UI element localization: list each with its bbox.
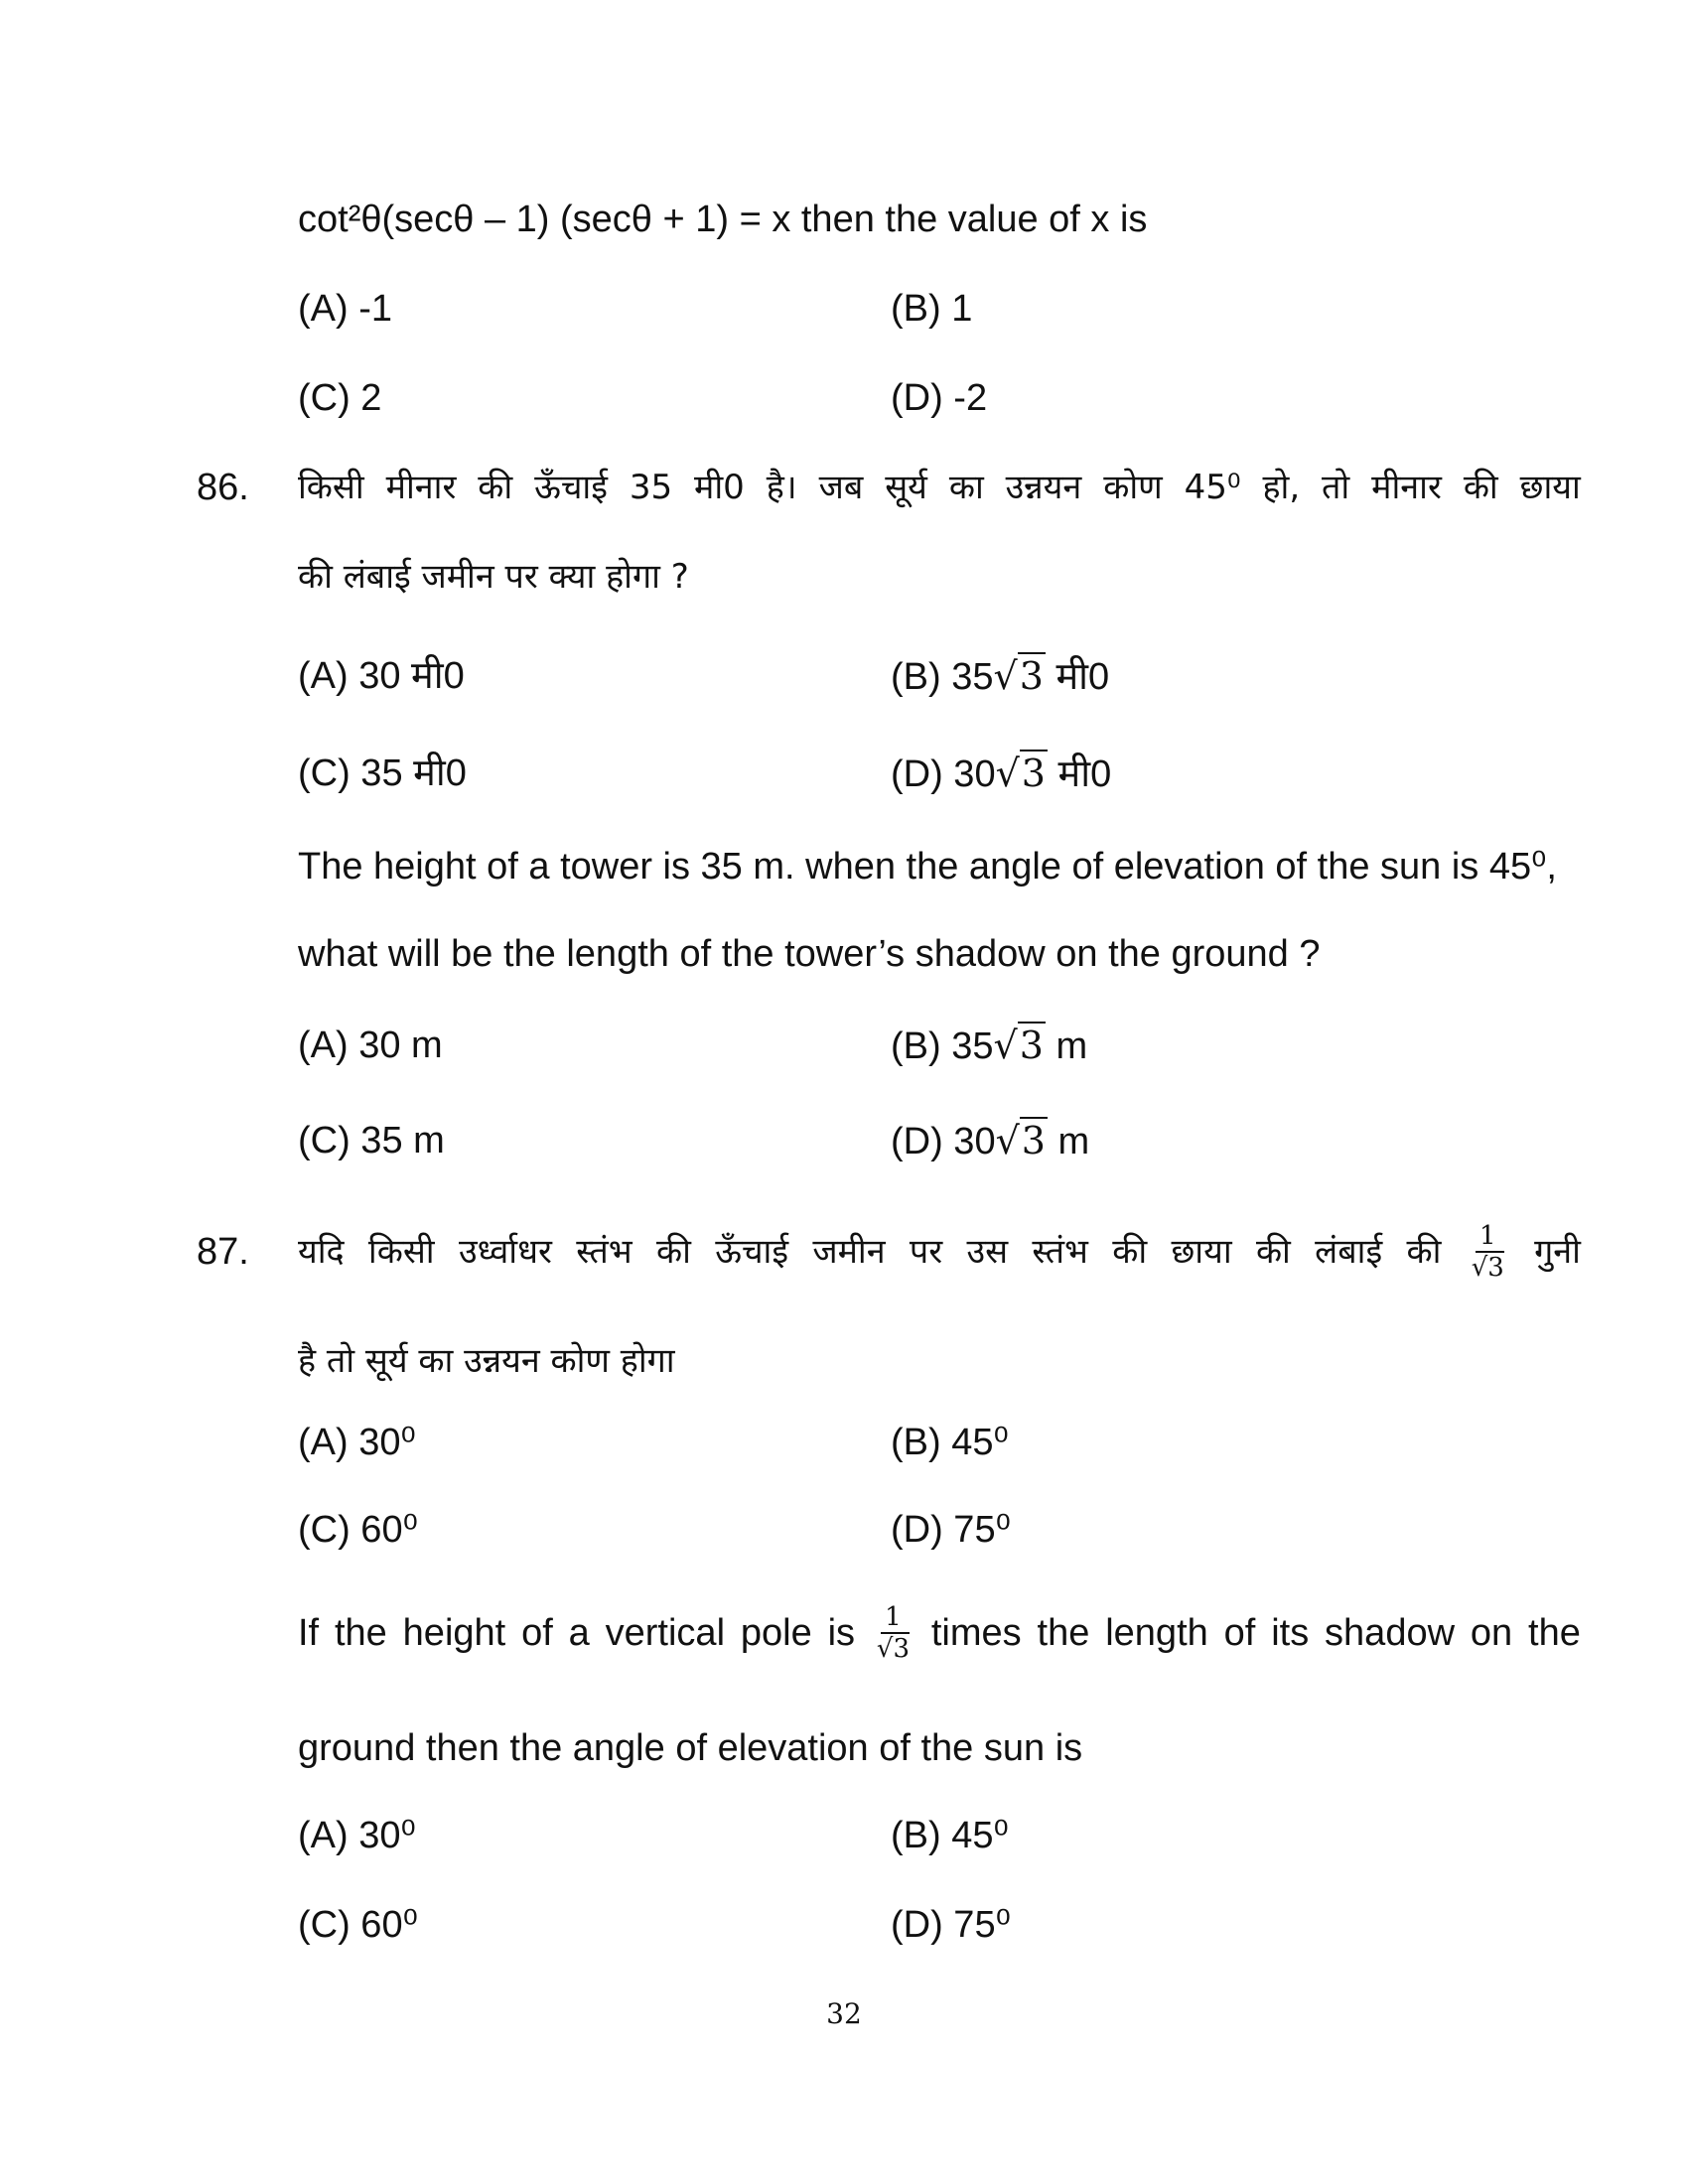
- fraction-denominator: √3: [876, 1634, 911, 1664]
- fraction-denominator: √3: [1471, 1253, 1504, 1283]
- q86-hi-word: मीनार: [385, 468, 457, 507]
- option-unit: मी0: [1047, 753, 1112, 795]
- option-text: (C) 60⁰: [298, 1509, 418, 1551]
- sqrt-argument: 3: [1021, 1119, 1046, 1162]
- q85-option-d: (D) -2: [891, 377, 988, 419]
- q87-en-word: of: [521, 1612, 553, 1654]
- q87-hi-word: की: [1406, 1232, 1442, 1272]
- sqrt-symbol: √3: [993, 1024, 1044, 1067]
- q87-hi-word: यदि: [298, 1232, 345, 1272]
- q85-stem: cot²θ(secθ – 1) (secθ + 1) = x then the value of x is: [298, 199, 1148, 240]
- q87-en-word: times: [930, 1612, 1022, 1654]
- sqrt-argument: 3: [1021, 751, 1046, 795]
- fraction-numerator: 1: [881, 1602, 906, 1634]
- q86-en-option-c: (C) 35 m: [298, 1120, 445, 1161]
- sqrt-symbol: √3: [995, 1119, 1046, 1162]
- q87-en-word: its: [1271, 1612, 1310, 1654]
- q87-en-word: height: [402, 1612, 506, 1654]
- q87-en-word: length: [1105, 1612, 1208, 1654]
- q86-hi-word: मीनार: [1371, 468, 1442, 507]
- q86-hi-word: का: [948, 468, 984, 507]
- q86-english-line1: The height of a tower is 35 m. when the angle of elevation of the sun is 45⁰,: [298, 846, 1557, 887]
- option-unit: मी0: [1045, 656, 1110, 698]
- q86-hi-word: हो,: [1262, 468, 1301, 507]
- q87-en-option-b: (B) 45⁰: [891, 1815, 1009, 1856]
- q87-hindi-line2: है तो सूर्य का उन्नयन कोण होगा: [298, 1341, 675, 1381]
- q86-hi-word: मी0: [694, 468, 745, 507]
- q86-hindi-line2: की लंबाई जमीन पर क्या होगा ?: [298, 557, 689, 597]
- q86-english-line2: what will be the length of the tower’s shadow on the ground ?: [298, 933, 1321, 975]
- q87-hi-word: छाया: [1171, 1232, 1232, 1272]
- q87-en-option-d: (D) 75⁰: [891, 1904, 1011, 1946]
- q87-en-option-c: (C) 60⁰: [298, 1904, 418, 1946]
- q87-en-word: a: [568, 1612, 590, 1654]
- sqrt-argument: 3: [1019, 1024, 1044, 1067]
- page-number: 32: [826, 1997, 862, 2030]
- q86-en-option-a: (A) 30 m: [298, 1024, 443, 1066]
- q86-hi-option-d: [891, 751, 1111, 797]
- option-unit: m: [1045, 1025, 1088, 1067]
- q85-option-c: (C) 2: [298, 377, 382, 419]
- fraction-one-over-root-three: [877, 1602, 910, 1664]
- q87-number: 87.: [197, 1231, 249, 1273]
- q86-hi-option-c: (C) 35 मी0: [298, 752, 467, 794]
- option-text: (D) 30: [891, 753, 996, 795]
- q87-hi-word: की: [656, 1232, 691, 1272]
- q86-hi-option-b: [891, 653, 1109, 700]
- option-text: (B) 45⁰: [891, 1422, 1009, 1463]
- q85-option-b: (B) 1: [891, 288, 973, 330]
- sqrt-symbol: √3: [993, 654, 1044, 698]
- q86-hindi-line1: [298, 465, 1581, 510]
- q87-en-word: the: [1037, 1612, 1090, 1654]
- q87-en-word: shadow: [1325, 1612, 1456, 1654]
- q87-en-word: of: [1223, 1612, 1256, 1654]
- q86-hi-word: उन्नयन: [1005, 468, 1082, 507]
- q87-en-word: pole: [740, 1612, 812, 1654]
- q87-hi-word: उस: [966, 1232, 1009, 1272]
- q87-en-word: the: [1528, 1612, 1581, 1654]
- q87-hi-word: उर्ध्वाधर: [458, 1232, 552, 1272]
- q87-hi-word: स्तंभ: [1032, 1232, 1088, 1272]
- q86-hi-word: छाया: [1519, 468, 1581, 507]
- q86-en-option-b: [891, 1023, 1087, 1069]
- q87-en-option-a: (A) 30⁰: [298, 1815, 416, 1856]
- q87-en-word: If: [298, 1612, 320, 1654]
- q87-hi-word: की: [1112, 1232, 1148, 1272]
- q87-hi-word: ऊँचाई: [715, 1232, 789, 1272]
- q85-option-a: (A) -1: [298, 288, 392, 330]
- q86-number: 86.: [197, 467, 249, 508]
- option-text: (D) 30: [891, 1121, 996, 1162]
- q87-en-word: the: [334, 1612, 387, 1654]
- fraction-numerator: 1: [1476, 1221, 1500, 1253]
- q86-hi-word: की: [478, 468, 513, 507]
- q87-en-word: on: [1470, 1612, 1513, 1654]
- option-text: (B) 35: [891, 656, 994, 698]
- q87-hi-word: किसी: [367, 1232, 435, 1272]
- q87-hi-word: गुनी: [1534, 1232, 1581, 1272]
- sqrt-argument: 3: [1019, 654, 1044, 698]
- q87-hi-option-b: [891, 1420, 1009, 1465]
- q86-hi-word: जब: [818, 468, 864, 507]
- sqrt-argument: 3: [893, 1634, 911, 1664]
- q87-en-word: vertical: [605, 1612, 726, 1654]
- q87-english-line1: [298, 1598, 1581, 1668]
- q87-hi-word: पर: [909, 1232, 943, 1272]
- q86-hi-word: किसी: [298, 468, 364, 507]
- q87-hi-option-c: [298, 1507, 418, 1553]
- q86-hi-option-a: (A) 30 मी0: [298, 655, 465, 697]
- q87-hi-word: स्तंभ: [576, 1232, 633, 1272]
- q87-hi-word: की: [1255, 1232, 1291, 1272]
- q86-hi-word: सूर्य: [885, 468, 927, 507]
- option-unit: m: [1047, 1121, 1090, 1162]
- q87-hi-word: जमीन: [812, 1232, 886, 1272]
- q86-hi-word: तो: [1322, 468, 1350, 507]
- sqrt-symbol: √3: [995, 751, 1046, 795]
- q87-en-word: is: [827, 1612, 856, 1654]
- option-text: (B) 35: [891, 1025, 994, 1067]
- q87-hi-word: लंबाई: [1315, 1232, 1383, 1272]
- q87-hindi-line1: [298, 1217, 1581, 1287]
- q86-hi-word: है।: [766, 468, 797, 507]
- q86-hi-word: ऊँचाई: [534, 468, 608, 507]
- q86-hi-word: कोण: [1103, 468, 1163, 507]
- q87-hi-option-d: [891, 1507, 1011, 1553]
- q86-hi-word: 45⁰: [1184, 468, 1241, 507]
- option-text: (A) 30⁰: [298, 1422, 416, 1463]
- q86-hi-word: की: [1463, 468, 1498, 507]
- q87-english-line2: ground then the angle of elevation of the sun is: [298, 1727, 1083, 1769]
- option-text: (D) 75⁰: [891, 1509, 1011, 1551]
- fraction-one-over-root-three: [1472, 1221, 1504, 1283]
- q87-hi-option-a: [298, 1420, 416, 1465]
- q86-en-option-d: [891, 1118, 1089, 1164]
- q86-hi-word: 35: [629, 468, 673, 507]
- sqrt-argument: 3: [1487, 1253, 1504, 1283]
